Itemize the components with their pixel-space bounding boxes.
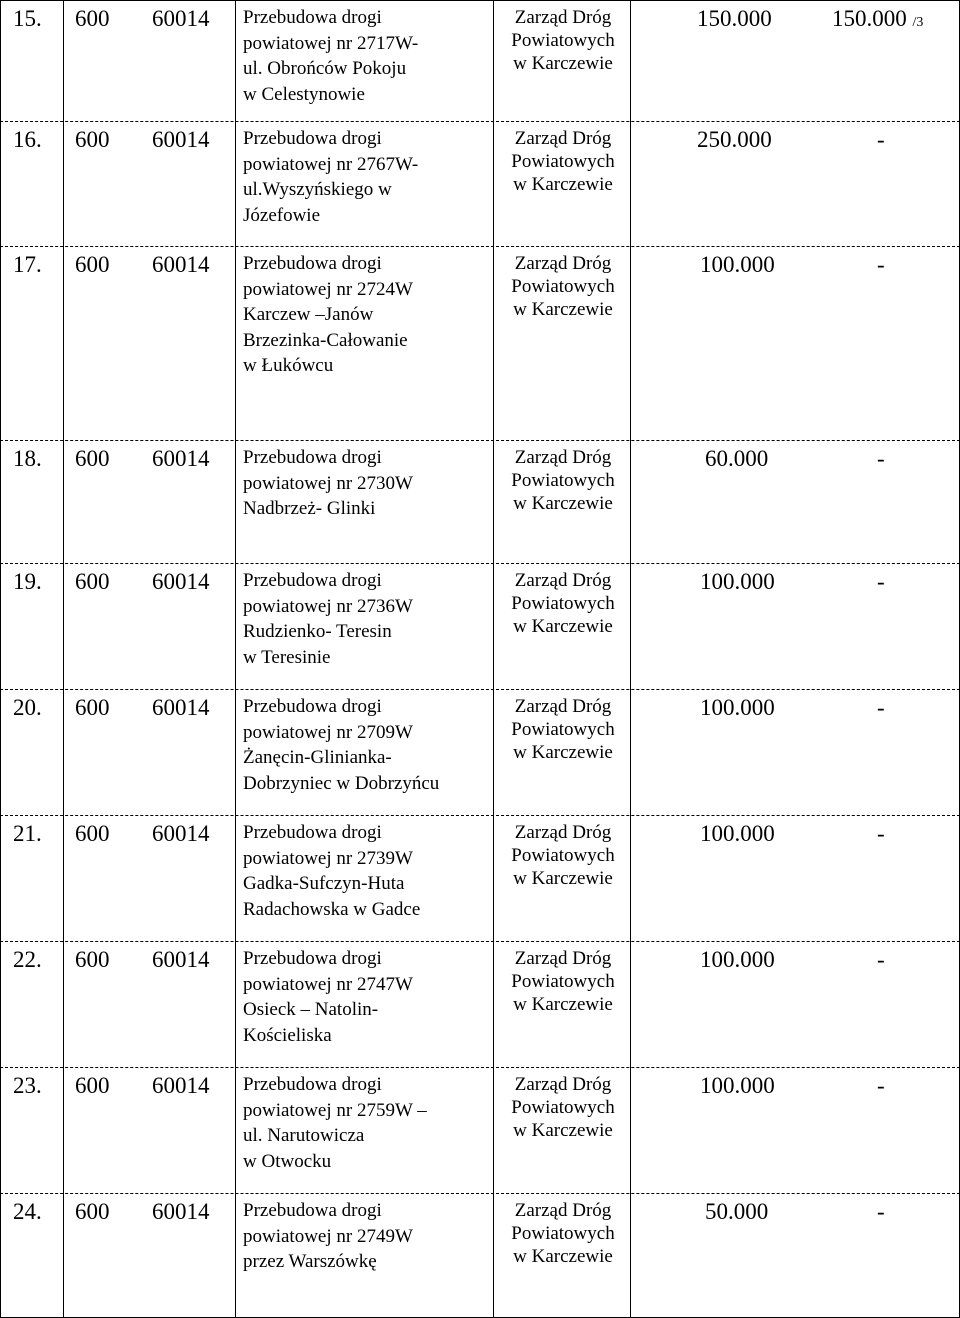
description-line: powiatowej nr 2759W –	[243, 1099, 427, 1121]
responsible-unit	[502, 252, 624, 321]
description-line: Przebudowa drogi	[243, 570, 382, 591]
row-number: 19.	[13, 569, 42, 594]
description-line: Przebudowa drogi	[243, 7, 382, 28]
amount-secondary: -	[877, 569, 885, 594]
dzial-code: 600	[75, 446, 110, 471]
unit-line: w Karczewie	[513, 616, 613, 637]
amount-value: 100.000	[700, 252, 775, 277]
amount-secondary: -	[877, 695, 885, 720]
description-line: Żanęcin-Glinianka-	[243, 747, 392, 769]
responsible-unit	[502, 821, 624, 890]
unit-line: Powiatowych	[511, 845, 615, 866]
description-line: ul.Wyszyńskiego w	[243, 179, 392, 201]
description-line: powiatowej nr 2767W-	[243, 153, 419, 175]
amount-value: 60.000	[705, 446, 769, 471]
row-number: 20.	[13, 695, 42, 720]
description-line: Przebudowa drogi	[243, 447, 382, 468]
table-row	[0, 440, 960, 563]
dzial-code: 600	[75, 1199, 110, 1224]
dzial-code: 600	[75, 127, 110, 152]
unit-line: w Karczewie	[513, 994, 613, 1015]
task-description	[243, 126, 418, 228]
table-row	[0, 689, 960, 815]
rozdzial-code: 60014	[152, 569, 210, 594]
unit-line: Powiatowych	[511, 593, 615, 614]
unit-line: Zarząd Dróg	[514, 948, 612, 969]
unit-line: Powiatowych	[511, 1097, 615, 1118]
description-line: Gadka-Sufczyn-Huta	[243, 873, 405, 895]
footnote-marker: /3	[912, 15, 924, 30]
description-line: Józefowie	[243, 204, 321, 226]
task-description	[243, 5, 418, 107]
amount-value: 100.000	[700, 947, 775, 972]
task-description	[243, 694, 439, 796]
table-row	[0, 563, 960, 689]
rozdzial-code: 60014	[152, 695, 210, 720]
responsible-unit	[502, 947, 624, 1016]
responsible-unit	[502, 446, 624, 515]
description-line: Karczew –Janów	[243, 304, 374, 326]
unit-line: Powiatowych	[511, 719, 615, 740]
rozdzial-code: 60014	[152, 127, 210, 152]
unit-line: Powiatowych	[511, 470, 615, 491]
dzial-code: 600	[75, 695, 110, 720]
table-row	[0, 1193, 960, 1318]
description-line: ul. Obrońców Pokoju	[243, 58, 407, 80]
task-description	[243, 251, 413, 379]
table-row	[0, 941, 960, 1067]
description-line: ul. Narutowicza	[243, 1125, 365, 1147]
unit-line: w Karczewie	[513, 742, 613, 763]
row-separator	[0, 815, 960, 816]
unit-line: Zarząd Dróg	[514, 447, 612, 468]
responsible-unit	[502, 1073, 624, 1142]
row-number: 23.	[13, 1073, 42, 1098]
responsible-unit	[502, 569, 624, 638]
description-line: powiatowej nr 2724W	[243, 278, 413, 300]
row-number: 15.	[13, 6, 42, 31]
amount-secondary: -	[877, 1199, 885, 1224]
description-line: powiatowej nr 2749W	[243, 1225, 413, 1247]
unit-line: Powiatowych	[511, 151, 615, 172]
rozdzial-code: 60014	[152, 947, 210, 972]
amount-value: 100.000	[700, 821, 775, 846]
amount-secondary: -	[877, 127, 885, 152]
unit-line: Zarząd Dróg	[514, 822, 612, 843]
responsible-unit	[502, 6, 624, 75]
description-line: w Łukówcu	[243, 355, 334, 377]
unit-line: Powiatowych	[511, 1223, 615, 1244]
description-line: w Teresinie	[243, 646, 331, 668]
unit-line: Zarząd Dróg	[514, 128, 612, 149]
table-row	[0, 121, 960, 246]
task-description	[243, 445, 413, 522]
description-line: Przebudowa drogi	[243, 253, 382, 274]
description-line: Przebudowa drogi	[243, 128, 382, 149]
description-line: Rudzienko- Teresin	[243, 621, 392, 643]
row-number: 16.	[13, 127, 42, 152]
description-line: powiatowej nr 2709W	[243, 721, 413, 743]
description-line: Przebudowa drogi	[243, 948, 382, 969]
unit-line: Powiatowych	[511, 276, 615, 297]
amount-value: 100.000	[700, 695, 775, 720]
description-line: powiatowej nr 2747W	[243, 973, 413, 995]
unit-line: Powiatowych	[511, 971, 615, 992]
row-number: 18.	[13, 446, 42, 471]
unit-line: w Karczewie	[513, 174, 613, 195]
row-number: 24.	[13, 1199, 42, 1224]
description-line: Przebudowa drogi	[243, 696, 382, 717]
amount-value: 250.000	[697, 127, 772, 152]
row-separator	[0, 689, 960, 690]
unit-line: w Karczewie	[513, 868, 613, 889]
rozdzial-code: 60014	[152, 446, 210, 471]
row-separator	[0, 1067, 960, 1068]
rozdzial-code: 60014	[152, 1073, 210, 1098]
unit-line: w Karczewie	[513, 53, 613, 74]
description-line: Przebudowa drogi	[243, 822, 382, 843]
description-line: Radachowska w Gadce	[243, 898, 421, 920]
dzial-code: 600	[75, 569, 110, 594]
row-separator	[0, 440, 960, 441]
description-line: Przebudowa drogi	[243, 1200, 382, 1221]
row-separator	[0, 121, 960, 122]
description-line: Kościeliska	[243, 1024, 332, 1046]
responsible-unit	[502, 1199, 624, 1268]
unit-line: Zarząd Dróg	[514, 570, 612, 591]
row-separator	[0, 563, 960, 564]
amount-secondary: 150.000 /3	[832, 6, 924, 31]
amount-value: 100.000	[700, 569, 775, 594]
row-separator	[0, 1193, 960, 1194]
unit-line: w Karczewie	[513, 299, 613, 320]
amount-secondary: -	[877, 1073, 885, 1098]
unit-line: Zarząd Dróg	[514, 1200, 612, 1221]
task-description	[243, 568, 413, 670]
row-number: 17.	[13, 252, 42, 277]
amount-value: 50.000	[705, 1199, 769, 1224]
row-number: 22.	[13, 947, 42, 972]
unit-line: Zarząd Dróg	[514, 696, 612, 717]
table-row	[0, 1067, 960, 1193]
amount-secondary: -	[877, 947, 885, 972]
description-line: w Celestynowie	[243, 83, 365, 105]
table-row	[0, 815, 960, 941]
amount-value: 100.000	[700, 1073, 775, 1098]
dzial-code: 600	[75, 252, 110, 277]
task-description	[243, 1072, 427, 1174]
task-description	[243, 946, 413, 1048]
unit-line: Zarząd Dróg	[514, 253, 612, 274]
dzial-code: 600	[75, 821, 110, 846]
table-row	[0, 0, 960, 121]
dzial-code: 600	[75, 1073, 110, 1098]
description-line: powiatowej nr 2717W-	[243, 32, 419, 54]
unit-line: w Karczewie	[513, 1120, 613, 1141]
description-line: powiatowej nr 2736W	[243, 595, 413, 617]
description-line: Brzezinka-Całowanie	[243, 329, 408, 351]
description-line: Osieck – Natolin-	[243, 999, 379, 1021]
description-line: w Otwocku	[243, 1150, 332, 1172]
dzial-code: 600	[75, 6, 110, 31]
unit-line: Zarząd Dróg	[514, 1074, 612, 1095]
rozdzial-code: 60014	[152, 6, 210, 31]
row-separator	[0, 941, 960, 942]
row-separator	[0, 246, 960, 247]
amount-value: 150.000	[697, 6, 772, 31]
description-line: powiatowej nr 2730W	[243, 472, 413, 494]
unit-line: Powiatowych	[511, 30, 615, 51]
unit-line: w Karczewie	[513, 1246, 613, 1267]
description-line: Przebudowa drogi	[243, 1074, 382, 1095]
description-line: przez Warszówkę	[243, 1251, 377, 1273]
table-row	[0, 246, 960, 440]
description-line: Dobrzyniec w Dobrzyńcu	[243, 772, 440, 794]
responsible-unit	[502, 127, 624, 196]
responsible-unit	[502, 695, 624, 764]
rozdzial-code: 60014	[152, 252, 210, 277]
rozdzial-code: 60014	[152, 821, 210, 846]
row-number: 21.	[13, 821, 42, 846]
dzial-code: 600	[75, 947, 110, 972]
rozdzial-code: 60014	[152, 1199, 210, 1224]
unit-line: w Karczewie	[513, 493, 613, 514]
task-description	[243, 820, 420, 922]
amount-secondary: -	[877, 252, 885, 277]
description-line: powiatowej nr 2739W	[243, 847, 413, 869]
task-description	[243, 1198, 413, 1275]
unit-line: Zarząd Dróg	[514, 7, 612, 28]
description-line: Nadbrzeż- Glinki	[243, 498, 376, 520]
amount-secondary: -	[877, 821, 885, 846]
amount-secondary: -	[877, 446, 885, 471]
